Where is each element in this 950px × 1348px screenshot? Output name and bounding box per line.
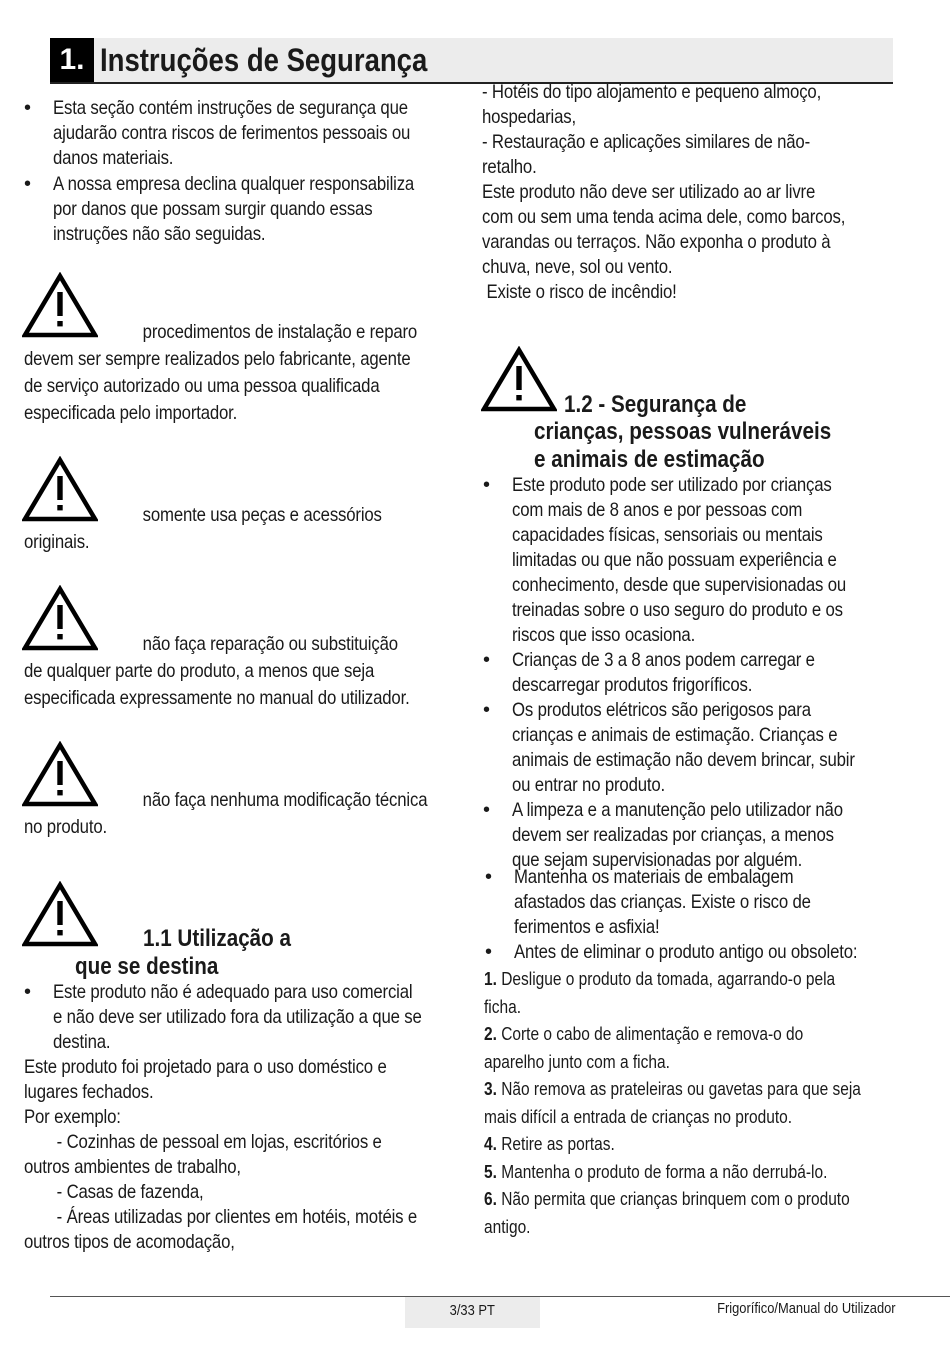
safety-bullet: • Os produtos elétricos são perigosos para crianças e animais de estimação. Crianças e animais de estimação não devem brincar, subir ou entrar no produto. xyxy=(483,698,911,798)
subsection-1-2-title: e animais de estimação xyxy=(534,446,765,473)
use-text-continued: - Hotéis do tipo alojamento e pequeno almoço, hospedarias, - Restauração e aplicações similares de não- retalho. Este produto não deve ser utilizado ao ar livre com ou sem uma tenda acima dele, como barcos, varandas ou terraços. Não exponha o produto à chuva, neve, sol ou vento. Existe o risco de incêndio! xyxy=(482,81,846,303)
section-number: 1. xyxy=(50,38,94,82)
step-item: 1. Desligue o produto da tomada, agarrando-o pela ficha. xyxy=(484,969,836,1017)
disposal-steps xyxy=(484,966,922,1241)
intro-bullet: • A nossa empresa declina qualquer responsabiliza por danos que possam surgir quando essas instruções não são seguidas. xyxy=(24,172,473,247)
safety-bullet: • Este produto pode ser utilizado por crianças com mais de 8 anos e por pessoas com capacidades físicas, sensoriais ou mentais limitadas ou que não possuam experiência e conhecimento, desde que supervisionadas ou treinadas sobre o uso seguro do produto e os riscos que isso ocasiona. xyxy=(483,473,900,648)
subsection-1-1-title: que se destina xyxy=(75,953,219,980)
step-item: 5. Mantenha o produto de forma a não derrubá-lo. xyxy=(484,1161,828,1182)
footer-document-title: Frigorífico/Manual do Utilizador xyxy=(717,1300,896,1317)
safety-bullet: • Crianças de 3 a 8 anos podem carregar e descarregar produtos frigoríficos. xyxy=(483,648,864,698)
step-item: 6. Não permita que crianças brinquem com o produto antigo. xyxy=(484,1189,850,1237)
safety-bullet: • Antes de eliminar o produto antigo ou obsoleto: xyxy=(485,940,913,965)
safety-bullet: • Mantenha os materiais de embalagem afastados das crianças. Existe o risco de ferimentos e asfixia! xyxy=(485,865,859,940)
warning-triangle-icon xyxy=(22,881,98,947)
section-title: Instruções de Segurança xyxy=(100,42,428,78)
intro-bullet: • Esta seção contém instruções de segurança que ajudarão contra riscos de ferimentos pessoais ou danos materiais. xyxy=(24,96,468,171)
warning-text: não faça reparação ou substituição de qualquer parte do produto, a menos que seja especificada expressamente no manual do utilizador. xyxy=(24,633,410,709)
step-item: 2. Corte o cabo de alimentação e remova-o do aparelho junto com a ficha. xyxy=(484,1024,804,1072)
use-bullet: • Este produto não é adequado para uso comercial e não deve ser utilizado fora da utilização a que se destina. xyxy=(24,980,482,1055)
use-text: Este produto foi projetado para o uso doméstico e lugares fechados. Por exemplo: - Cozinhas de pessoal em lojas, escritórios e outros ambientes de trabalho, - Casas de fazenda, - Áreas utilizadas por clientes em hotéis, motéis e outros tipos de acomodação, xyxy=(24,1056,418,1253)
page-number: 3/33 PT xyxy=(405,1297,540,1328)
step-item: 3. Não remova as prateleiras ou gavetas para que seja mais difícil a entrada de crianças no produto. xyxy=(484,1079,861,1127)
warning-text: não faça nenhuma modificação técnica no produto. xyxy=(24,789,428,838)
subsection-1-1-title: 1.1 Utilização a xyxy=(143,925,291,952)
warning-triangle-icon xyxy=(481,346,557,412)
warning-text: procedimentos de instalação e reparo devem ser sempre realizados pelo fabricante, agente de serviço autorizado ou uma pessoa qualificada especificada pelo importador. xyxy=(24,321,418,424)
warning-text: somente usa peças e acessórios originais. xyxy=(24,504,382,553)
step-item: 4. Retire as portas. xyxy=(484,1134,615,1154)
subsection-1-2-title: crianças, pessoas vulneráveis xyxy=(534,418,832,445)
safety-bullet: • A limpeza e a manutenção pelo utilizador não devem ser realizadas por crianças, a menos que sejam supervisionadas por alguém. xyxy=(483,798,897,873)
subsection-1-2-title: 1.2 - Segurança de xyxy=(564,391,747,418)
